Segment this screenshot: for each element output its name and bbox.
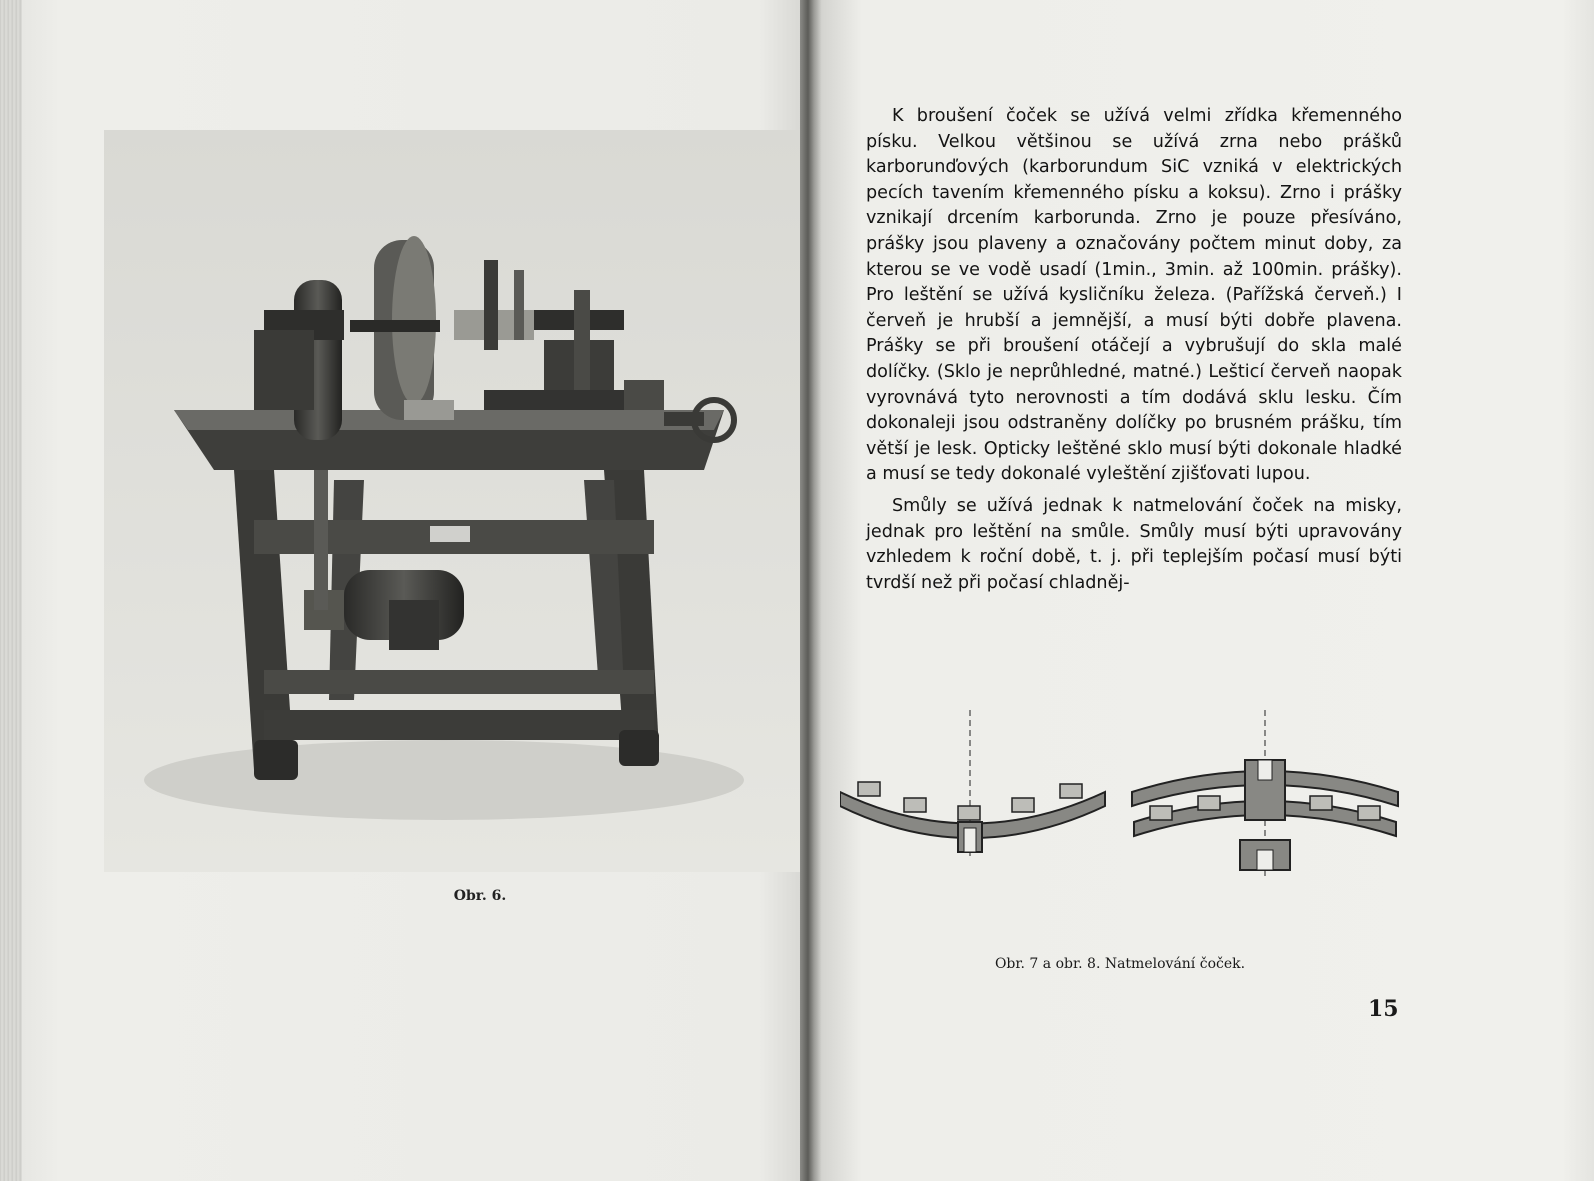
lens-cementing-figure: [840, 710, 1400, 900]
paragraph-2: Smůly se užívá jednak k natmelování čoček na misky, jednak pro leštění na smůle. Smůly musí býti upravovány vzhledem k roční době, t. j. při teplejším počasí musí býti tvrdší než při počasí chladněj-: [866, 495, 1402, 593]
body-text: [866, 104, 1402, 596]
lens-grinding-machine-illustration: [104, 130, 800, 872]
figure-7-8-caption: Obr. 7 a obr. 8. Natmelování čoček.: [994, 956, 1246, 972]
page-edges: [0, 0, 22, 1181]
paragraph-1: K broušení čoček se užívá velmi zřídka křemenného písku. Velkou většinou se užívá zrna nebo prášků karborunďových (karborundum SiC vzniká v elektrických pecích tavením křemenného písku a koksu). Zrno i prášky vznikají drcením karborunda. Zrno je pouze přesíváno, prášky jsou plaveny a označovány počtem minut doby, za kterou se ve vodě usadí (1min., 3min. až 100min. prášky). Pro leštění se užívá kysličníku železa. (Pařížská červeň.) I červeň je hrubší a jemnější, a musí býti dobře plavena. Prášky se při broušení otáčejí a vybrušují do skla malé dolíčky. (Sklo je neprůhledné, matné.) Lešticí červeň naopak vyrovnává tyto nerovnosti a tím dodává sklu lesku. Čím dokonaleji jsou odstraněny dolíčky po brusném prášku, tím větší je lesk. Opticky leštěné sklo musí býti dokonale hladké a musí se tedy dokonalé vyleštění zjišťovati lupou.: [866, 106, 1402, 485]
machine-photo: [104, 130, 800, 872]
page-number: 15: [1368, 996, 1399, 1022]
book-gutter: [800, 0, 822, 1181]
lens-cementing-diagram: [840, 710, 1400, 900]
figure-6-caption: Obr. 6.: [453, 888, 507, 904]
